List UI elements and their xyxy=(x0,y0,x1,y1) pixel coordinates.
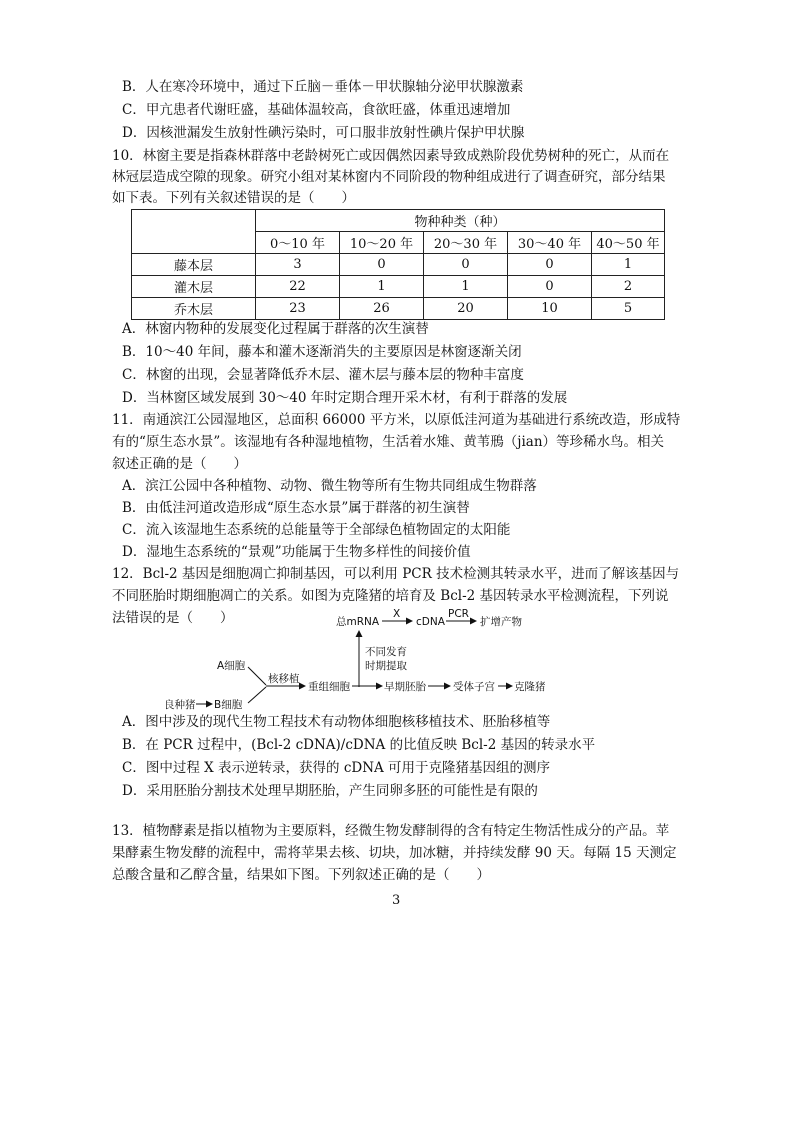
q12-option-b: B．在 PCR 过程中，(Bcl-2 cDNA)/cDNA 的比值反映 Bcl-2 基因的转录水平 xyxy=(122,737,596,753)
stage-label-line-2: 时期提取 xyxy=(365,660,407,672)
pcr-label: PCR xyxy=(448,608,469,620)
column-header: 40～50 年 xyxy=(592,232,665,254)
q11-stem-line-3: 叙述正确的是（ ） xyxy=(112,456,247,472)
table-cell: 22 xyxy=(256,276,340,298)
q10-stem-line-1: 10．林窗主要是指森林群落中老龄树死亡或因偶然因素导致成熟阶段优势树种的死亡，从而在 xyxy=(112,148,670,164)
uterus-label: 受体子宫 xyxy=(453,681,495,693)
table-cell: 3 xyxy=(256,254,340,276)
q10-option-c: C．林窗的出现，会显著降低乔木层、灌木层与藤本层的物种丰富度 xyxy=(122,367,524,383)
table-cell: 1 xyxy=(592,254,665,276)
cell-b-label: B细胞 xyxy=(214,699,243,710)
q9-option-c: C．甲亢患者代谢旺盛，基础体温较高，食欲旺盛，体重迅速增加 xyxy=(122,102,511,118)
table-cell: 5 xyxy=(592,298,665,320)
q12-option-c: C．图中过程 X 表示逆转录，获得的 cDNA 可用于克隆猪基因组的测序 xyxy=(122,760,551,776)
table-row xyxy=(132,276,665,298)
species-table xyxy=(131,209,665,320)
q13-stem-line-2: 果酵素生物发酵的流程中，需将苹果去核、切块，加冰糖，并持续发酵 90 天。每隔 15 天测定 xyxy=(112,845,677,861)
q12-option-d: D．采用胚胎分割技术处理早期胚胎，产生同卵多胚的可能性是有限的 xyxy=(122,783,538,799)
q11-option-a: A．滨江公园中各种植物、动物、微生物等所有生物共同组成生物群落 xyxy=(122,478,537,494)
nt-label: 核移植 xyxy=(268,673,300,685)
total-mrna-label: 总mRNA xyxy=(336,616,380,628)
table-cell: 1 xyxy=(424,276,508,298)
q9-option-d: D．因核泄漏发生放射性碘污染时，可口服非放射性碘片保护甲状腺 xyxy=(122,125,525,141)
table-cell: 0 xyxy=(424,254,508,276)
q13-stem-line-3: 总酸含量和乙醇含量，结果如下图。下列叙述正确的是（ ） xyxy=(112,867,490,883)
table-cell: 20 xyxy=(424,298,508,320)
recombinant-label: 重组细胞 xyxy=(308,681,350,693)
q12-stem-line-2: 不同胚胎时期细胞凋亡的关系。如图为克隆猪的培育及 Bcl-2 基因转录水平检测流程，下列说 xyxy=(112,588,669,604)
branch-line-b xyxy=(248,687,266,703)
pig-label: 良种猪 xyxy=(164,699,196,710)
column-header: 30～40 年 xyxy=(508,232,592,254)
q12-stem-line-1: 12．Bcl-2 基因是细胞凋亡抑制基因，可以利用 PCR 技术检测其转录水平，进而了解该基因与 xyxy=(112,566,680,582)
q10-option-d: D．当林窗区域发展到 30～40 年时定期合理开采木材，有利于群落的发展 xyxy=(122,390,568,406)
q10-option-b: B．10～40 年间，藤本和灌木逐渐消失的主要原因是林窗逐渐关闭 xyxy=(122,344,522,360)
q12-option-a: A．图中涉及的现代生物工程技术有动物体细胞核移植技术、胚胎移植等 xyxy=(122,714,551,730)
table-cell: 23 xyxy=(256,298,340,320)
table-row xyxy=(132,254,665,276)
q11-stem-line-1: 11．南通滨江公园湿地区，总面积 66000 平方米，以原低洼河道为基础进行系统改造，形成特 xyxy=(112,412,681,428)
page-number: 3 xyxy=(392,893,401,908)
row-label: 灌木层 xyxy=(132,276,256,298)
q10-option-a: A．林窗内物种的发展变化过程属于群落的次生演替 xyxy=(122,321,429,337)
q10-stem-line-2: 林冠层造成空隙的现象。研究小组对某林窗内不同阶段的物种组成进行了调查研究，部分结果 xyxy=(112,169,666,185)
x-process-label: X xyxy=(393,608,401,620)
row-label: 乔木层 xyxy=(132,298,256,320)
table-cell: 26 xyxy=(340,298,424,320)
column-header: 0～10 年 xyxy=(256,232,340,254)
table-cell: 0 xyxy=(340,254,424,276)
table-cell: 2 xyxy=(592,276,665,298)
column-header: 20～30 年 xyxy=(424,232,508,254)
q11-option-b: B．由低洼河道改造形成“原生态水景”属于群落的初生演替 xyxy=(122,500,470,516)
table-corner-cell xyxy=(132,210,256,254)
q11-stem-line-2: 有的“原生态水景”。该湿地有各种湿地植物，生活着水雉、黄苇鳽（jian）等珍稀水鸟。相关 xyxy=(112,434,665,450)
table-row xyxy=(132,298,665,320)
embryo-label: 早期胚胎 xyxy=(384,681,426,693)
q10-stem-line-3: 如下表。下列有关叙述错误的是（ ） xyxy=(112,190,355,206)
branch-line-a xyxy=(248,667,266,685)
column-header: 10～20 年 xyxy=(340,232,424,254)
cell-a-label: A细胞 xyxy=(217,660,246,672)
q11-option-c: C．流入该湿地生态系统的总能量等于全部绿色植物固定的太阳能 xyxy=(122,522,511,538)
q11-option-d: D．湿地生态系统的“景观”功能属于生物多样性的间接价值 xyxy=(122,544,471,560)
table-cell: 0 xyxy=(508,254,592,276)
clone-label: 克隆猪 xyxy=(514,681,546,693)
q13-stem-line-1: 13．植物酵素是指以植物为主要原料，经微生物发酵制得的含有特定生物活性成分的产品。苹 xyxy=(112,823,670,839)
q9-option-b: B．人在寒冷环境中，通过下丘脑－垂体－甲状腺轴分泌甲状腺激素 xyxy=(122,79,524,95)
stage-label-line-1: 不同发育 xyxy=(365,646,407,658)
product-label: 扩增产物 xyxy=(480,616,522,628)
table-group-header: 物种种类（种） xyxy=(256,210,665,232)
cloning-flow-diagram xyxy=(160,605,560,710)
cdna-label: cDNA xyxy=(416,616,445,628)
table-cell: 1 xyxy=(340,276,424,298)
table-cell: 0 xyxy=(508,276,592,298)
q12-stem-line-3: 法错误的是（ ） xyxy=(112,610,234,626)
row-label: 藤本层 xyxy=(132,254,256,276)
table-cell: 10 xyxy=(508,298,592,320)
